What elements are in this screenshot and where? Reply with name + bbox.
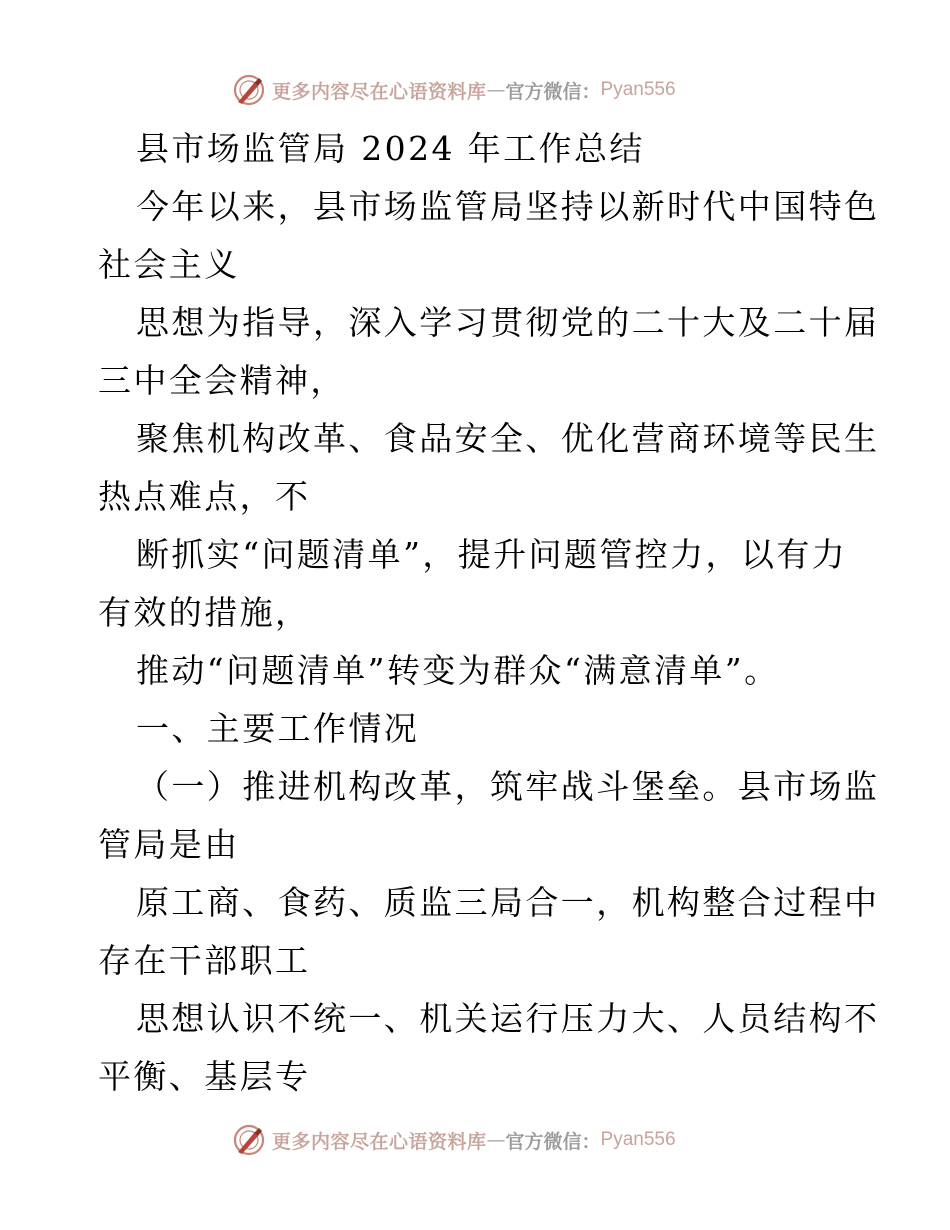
paragraph-line: 管局是由	[98, 825, 240, 864]
watermark-wechat-id: Pyan556	[600, 1129, 676, 1150]
paragraph-line: 热点难点，不	[98, 477, 311, 516]
watermark-wechat-label: 官方微信：	[505, 80, 601, 103]
pen-logo-icon	[232, 1123, 266, 1157]
watermark-footer	[232, 1122, 676, 1158]
paragraph-line: 原工商、食药、质监三局合一，机构整合过程中	[136, 883, 880, 922]
paragraph-line: 存在干部职工	[98, 941, 311, 980]
pen-logo-icon	[232, 73, 266, 107]
watermark-site-text: 更多内容尽在心语资料库	[272, 1130, 487, 1153]
paragraph-line: 聚焦机构改革、食品安全、优化营商环境等民生	[136, 419, 880, 458]
watermark-separator: —	[486, 1129, 506, 1151]
document-title: 县市场监管局 2024 年工作总结	[136, 129, 645, 168]
paragraph-line: 断抓实“问题清单”，提升问题管控力，以有力	[136, 535, 848, 574]
paragraph-line: 社会主义	[98, 245, 240, 284]
paragraph-line: 三中全会精神，	[98, 361, 346, 400]
watermark-wechat-id: Pyan556	[600, 79, 676, 100]
document-body	[98, 120, 880, 1106]
paragraph-line: 有效的措施，	[98, 593, 311, 632]
paragraph-line: 推动“问题清单”转变为群众“满意清单”。	[136, 651, 780, 690]
section-heading: 一、主要工作情况	[136, 709, 420, 748]
paragraph-line: 思想为指导，深入学习贯彻党的二十大及二十届	[136, 303, 880, 342]
paragraph-line: 思想认识不统一、机关运行压力大、人员结构不	[136, 999, 880, 1038]
watermark-header	[232, 72, 676, 108]
watermark-site-text: 更多内容尽在心语资料库	[272, 80, 487, 103]
paragraph-line: （一）推进机构改革，筑牢战斗堡垒。县市场监	[136, 767, 880, 806]
paragraph-line: 平衡、基层专	[98, 1057, 311, 1096]
paragraph-line: 今年以来，县市场监管局坚持以新时代中国特色	[136, 187, 880, 226]
watermark-wechat-label: 官方微信：	[505, 1130, 601, 1153]
watermark-separator: —	[486, 79, 506, 101]
